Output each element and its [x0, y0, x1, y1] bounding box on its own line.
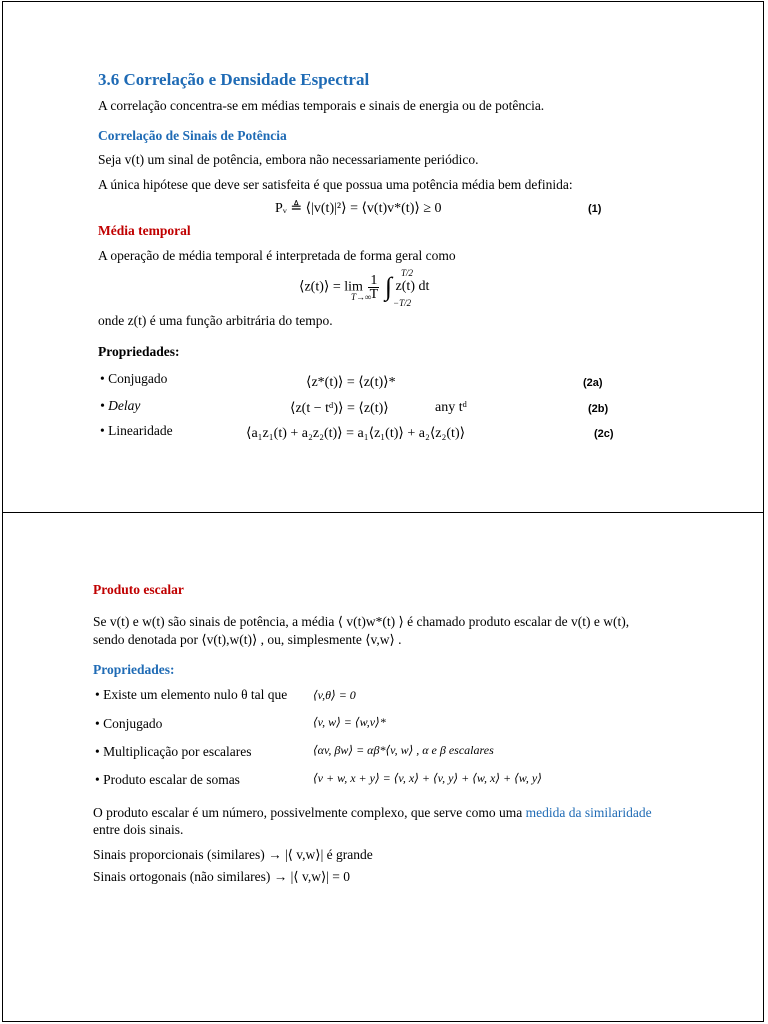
body-text: A operação de média temporal é interpretada de forma geral como — [98, 248, 456, 263]
fraction-numerator: 1 — [370, 272, 378, 288]
equation-part: z(t) dt — [395, 279, 430, 294]
body-text: Sinais ortogonais (não similares) → |⟨ v,w⟩| = 0 — [93, 869, 351, 884]
subsection-heading: Média temporal — [98, 223, 191, 238]
body-text: Seja v(t) um sinal de potência, embora não necessariamente periódico. — [98, 152, 479, 167]
property-equation: ⟨v,θ⟩ = 0 — [313, 688, 356, 702]
property-label: • Existe um elemento nulo θ tal que — [95, 687, 288, 702]
subsection-heading: Correlação de Sinais de Potência — [98, 128, 287, 143]
property-label: • Conjugado — [95, 716, 163, 731]
section-title: 3.6 Correlação e Densidade Espectral — [98, 70, 370, 89]
fraction-denominator: T — [369, 286, 379, 302]
body-text: Sinais proporcionais (similares) → |⟨ v,w⟩| é grande — [93, 847, 373, 862]
limit-subscript: T→∞ — [351, 292, 372, 302]
body-text: Se v(t) e w(t) são sinais de potência, a média ⟨ v(t)w*(t) ⟩ é chamado produto escalar de v(t) e w(t), — [93, 614, 630, 629]
integral-upper-limit: T/2 — [401, 268, 414, 278]
body-text: sendo denotada por ⟨v(t),w(t)⟩ , ou, simplesmente ⟨v,w⟩ . — [93, 632, 402, 647]
property-equation-note: any tᵈ — [435, 400, 467, 415]
body-text: entre dois sinais. — [93, 822, 184, 837]
property-equation: ⟨z*(t)⟩ = ⟨z(t)⟩* — [306, 375, 396, 390]
property-equation: ⟨v, w⟩ = ⟨w,v⟩* — [313, 715, 386, 729]
body-text: A única hipótese que deve ser satisfeita é que possua uma potência média bem definida: — [98, 177, 573, 192]
integral-sign: ∫ — [384, 272, 393, 301]
body-text: onde z(t) é uma função arbitrária do tempo. — [98, 313, 333, 328]
property-equation: ⟨αv, βw⟩ = αβ*⟨v, w⟩ , α e β escalares — [313, 743, 494, 757]
equation-power: Pᵥ ≜ ⟨|v(t)|²⟩ = ⟨v(t)v*(t)⟩ ≥ 0 — [275, 201, 442, 216]
property-label: • Multiplicação por escalares — [95, 744, 252, 759]
properties-heading: Propriedades: — [93, 662, 175, 677]
section-heading: Produto escalar — [93, 582, 184, 597]
property-equation: ⟨v + w, x + y⟩ = ⟨v, x⟩ + ⟨v, y⟩ + ⟨w, x⟩ + ⟨w, y⟩ — [313, 771, 542, 785]
property-equation: ⟨z(t − tᵈ)⟩ = ⟨z(t)⟩ — [290, 401, 389, 416]
equation-part: ⟨z(t)⟩ = lim — [299, 279, 363, 295]
property-label: • Delay — [100, 398, 141, 413]
equation-number: (1) — [588, 203, 602, 215]
properties-heading: Propriedades: — [98, 344, 180, 359]
property-label: • Produto escalar de somas — [95, 772, 240, 787]
integral-lower-limit: −T/2 — [393, 298, 412, 308]
property-label: • Linearidade — [100, 423, 173, 438]
slide-page-1 — [2, 1, 764, 513]
intro-text: A correlação concentra-se em médias temporais e sinais de energia ou de potência. — [98, 98, 545, 113]
equation-number: (2a) — [583, 377, 603, 389]
similarity-highlight: medida da similaridade — [525, 805, 652, 820]
property-equation: ⟨a₁z₁(t) + a₂z₂(t)⟩ = a₁⟨z₁(t)⟩ + a₂⟨z₂(t)⟩ — [246, 426, 466, 441]
equation-number: (2c) — [594, 428, 614, 440]
equation-number: (2b) — [588, 403, 609, 415]
property-label: • Conjugado — [100, 371, 168, 386]
body-text-part: O produto escalar é um número, possivelmente complexo, que serve como uma — [93, 805, 526, 820]
body-text — [93, 805, 652, 821]
slide-page-2 — [2, 512, 764, 1022]
